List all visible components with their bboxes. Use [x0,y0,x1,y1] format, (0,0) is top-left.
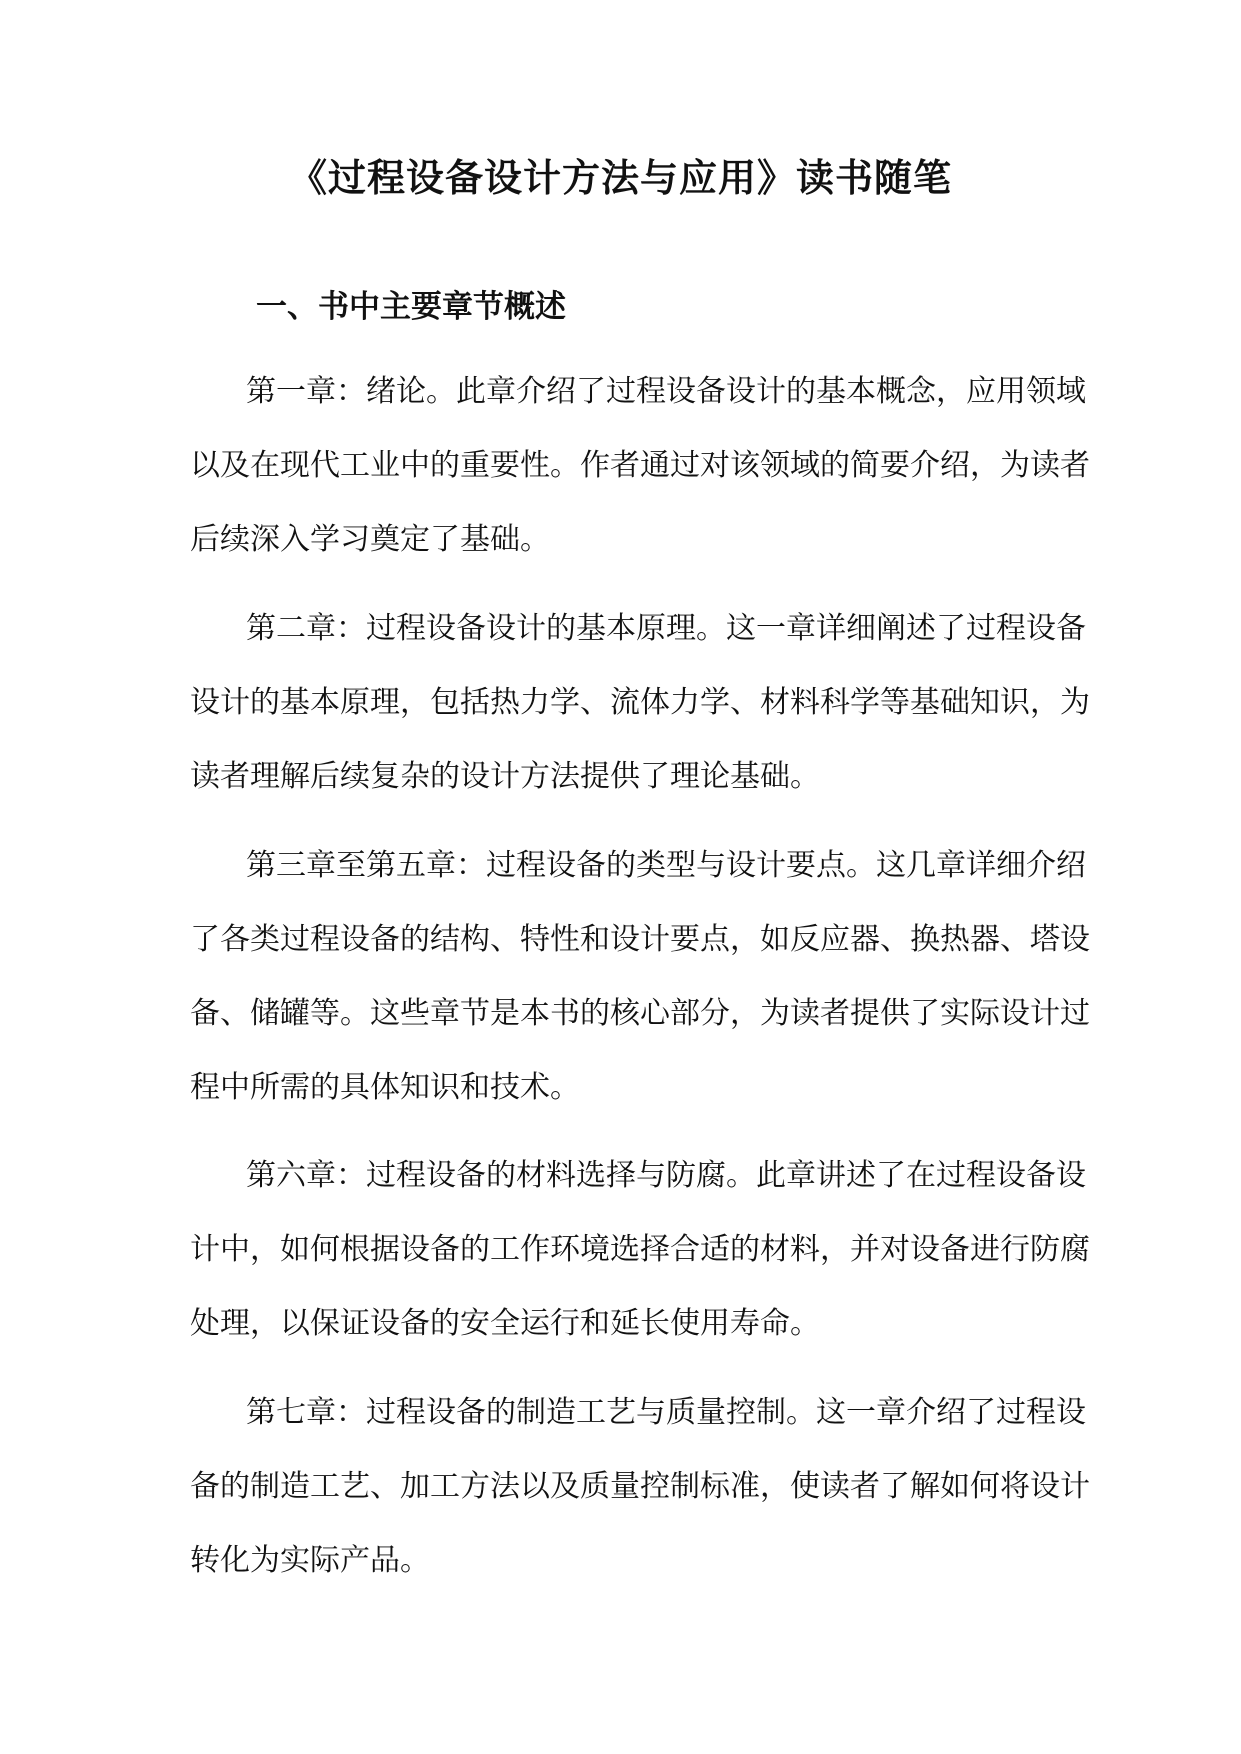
paragraph-line: 以及在现代工业中的重要性。作者通过对该领域的简要介绍，为读者 [190,448,1090,483]
paragraph-chapter-6 [190,1139,1090,1361]
paragraph-line: 第一章：绪论。此章介绍了过程设备设计的基本概念，应用领域 [246,374,1086,409]
paragraph-line: 第六章：过程设备的材料选择与防腐。此章讲述了在过程设备设 [246,1158,1086,1193]
paragraph-line: 第三章至第五章：过程设备的类型与设计要点。这几章详细介绍 [246,848,1086,883]
paragraph-line: 设计的基本原理，包括热力学、流体力学、材料科学等基础知识，为 [190,685,1090,720]
paragraph-line: 计中，如何根据设备的工作环境选择合适的材料，并对设备进行防腐 [190,1232,1090,1267]
paragraph-chapter-7 [190,1376,1090,1598]
section-heading: 一、书中主要章节概述 [256,289,566,325]
document-title: 《过程设备设计方法与应用》读书随笔 [288,155,952,200]
paragraph-chapter-2 [190,592,1090,814]
paragraph-line: 处理，以保证设备的安全运行和延长使用寿命。 [190,1306,820,1341]
paragraph-line: 程中所需的具体知识和技术。 [190,1070,580,1105]
paragraph-chapter-3-5 [190,829,1090,1125]
paragraph-line: 后续深入学习奠定了基础。 [190,522,550,557]
paragraph-line: 了各类过程设备的结构、特性和设计要点，如反应器、换热器、塔设 [190,922,1090,957]
paragraph-line: 第二章：过程设备设计的基本原理。这一章详细阐述了过程设备 [246,611,1086,646]
paragraph-line: 转化为实际产品。 [190,1543,430,1578]
paragraph-line: 备、储罐等。这些章节是本书的核心部分，为读者提供了实际设计过 [190,996,1090,1031]
paragraph-line: 备的制造工艺、加工方法以及质量控制标准，使读者了解如何将设计 [190,1469,1090,1504]
paragraph-line: 读者理解后续复杂的设计方法提供了理论基础。 [190,759,820,794]
paragraph-line: 第七章：过程设备的制造工艺与质量控制。这一章介绍了过程设 [246,1395,1086,1430]
paragraph-chapter-1 [190,355,1090,577]
